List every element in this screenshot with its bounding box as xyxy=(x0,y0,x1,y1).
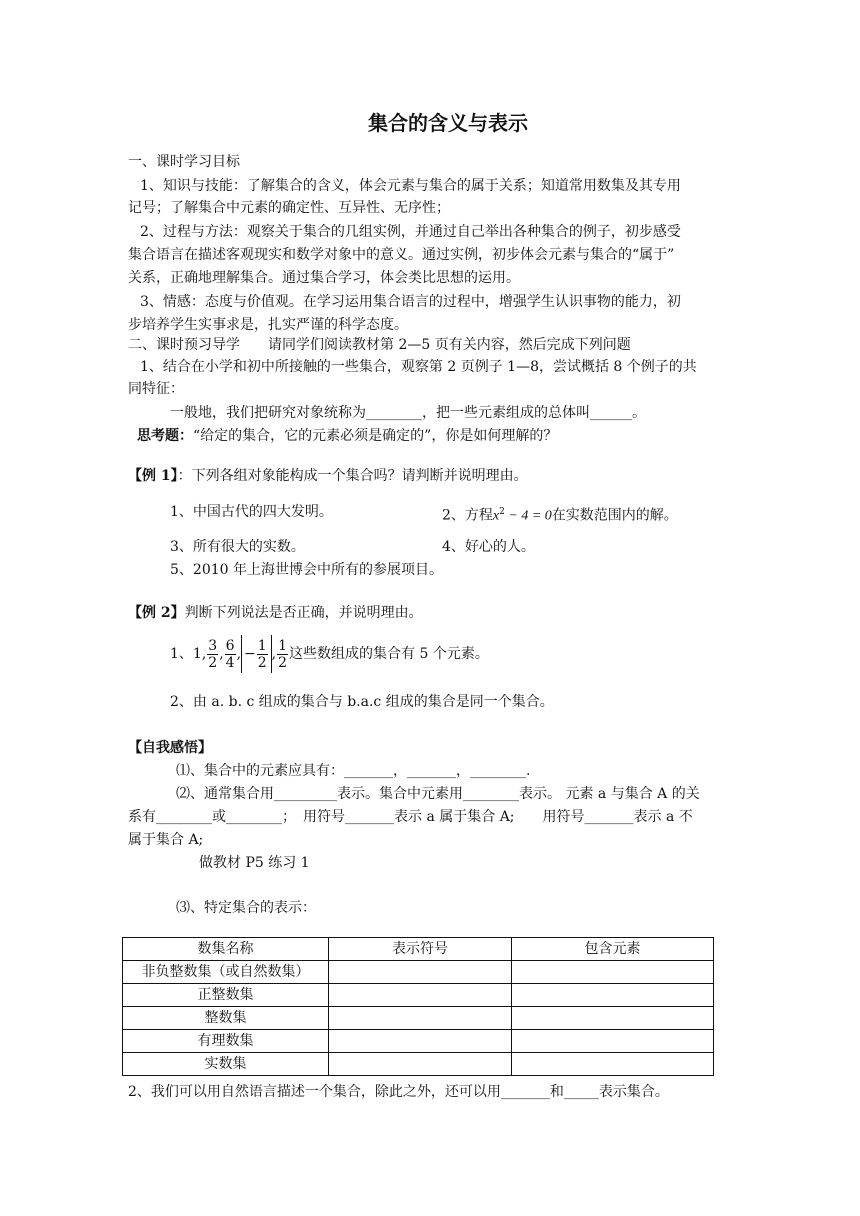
table-cell xyxy=(512,1007,714,1030)
table-row xyxy=(123,984,714,1007)
section-heading: 一、课时学习目标 xyxy=(128,154,240,170)
table-cell xyxy=(329,961,512,984)
table-header: 数集名称 xyxy=(123,938,329,961)
paragraph-line: 2、过程与方法：观察关于集合的几组实例，并通过自己举出各种集合的例子，初步感受 xyxy=(140,224,681,240)
table-cell xyxy=(512,1053,714,1076)
example1-item xyxy=(442,502,678,527)
self-point: ⑵、通常集合用_________表示。集合中元素用________表示。 元素 a 与集合 A 的关 xyxy=(176,786,700,802)
item-suffix: 这些数组成的集合有 5 个元素。 xyxy=(289,646,489,662)
fill-blank-line: 一般地，我们把研究对象统称为________，把一些元素组成的总体叫______。 xyxy=(170,405,646,421)
fraction: $\frac{1}{2}$ xyxy=(278,637,288,671)
example1-item2-prefix: 2、方程 xyxy=(442,507,493,524)
paragraph-line: 同特征： xyxy=(128,381,184,397)
table-row xyxy=(123,961,714,984)
item-prefix: 1、1, xyxy=(170,646,207,662)
table-cell: 实数集 xyxy=(123,1053,329,1076)
table-header-row xyxy=(123,938,714,961)
table-cell: 正整数集 xyxy=(123,984,329,1007)
table-header: 表示符号 xyxy=(329,938,512,961)
think-text: “给定的集合，它的元素必须是确定的”，你是如何理解的？ xyxy=(193,428,558,444)
example1-label: 【例 1】 xyxy=(128,468,178,484)
table-cell: 有理数集 xyxy=(123,1030,329,1053)
equation-variable: x xyxy=(492,508,500,524)
table-cell xyxy=(329,1030,512,1053)
example2-item2: 2、由 a. b. c 组成的集合与 b.a.c 组成的集合是同一个集合。 xyxy=(170,694,554,710)
example1-item: 5、2010 年上海世博会中所有的参展项目。 xyxy=(170,562,443,578)
equation-rest: − 4 = 0 xyxy=(504,508,552,524)
paragraph-line: 3、情感：态度与价值观。在学习运用集合语言的过程中，增强学生认识事物的能力，初 xyxy=(140,294,681,310)
example2-item1: 1、1, $\frac{3}{2}$ , $\frac{6}{4}$ , − $\frac{1}{2}$ , $\frac{1}{2}$ 这些数组成的集合有 5 个元素。 xyxy=(170,635,489,673)
page-title: 集合的含义与表示 xyxy=(368,111,528,135)
table-cell: 非负整数集（或自然数集） xyxy=(123,961,329,984)
equation-exponent: 2 xyxy=(499,507,505,517)
section-heading: 二、课时预习导学 请同学们阅读教材第 2—5 页有关内容，然后完成下列问题 xyxy=(128,337,631,353)
fraction: $\frac{3}{2}$ xyxy=(208,637,218,671)
example1-item: 3、所有很大的实数。 xyxy=(170,539,305,555)
table-cell: 整数集 xyxy=(123,1007,329,1030)
table-header: 包含元素 xyxy=(512,938,714,961)
example2-heading xyxy=(128,603,423,623)
self-point: ⑶、特定集合的表示： xyxy=(176,900,316,916)
table-row xyxy=(123,1030,714,1053)
example2-prompt: 判断下列说法是否正确，并说明理由。 xyxy=(184,605,423,621)
table-cell xyxy=(512,1030,714,1053)
paragraph-line: 记号；了解集合中元素的确定性、互异性、无序性； xyxy=(128,200,450,216)
example1-prompt: ：下列各组对象能构成一个集合吗？请判断并说明理由。 xyxy=(177,468,528,484)
self-point: ⑴、集合中的元素应具有：_______，_______，________. xyxy=(176,763,531,779)
think-label: 思考题： xyxy=(137,428,193,444)
paragraph-line: 1、知识与技能：了解集合的含义，体会元素与集合的属于关系；知道常用数集及其专用 xyxy=(140,178,681,194)
table-cell xyxy=(329,1007,512,1030)
self-heading: 【自我感悟】 xyxy=(128,740,212,756)
final-question: 2、我们可以用自然语言描述一个集合，除此之外，还可以用_______和_____表示集合。 xyxy=(128,1084,669,1100)
example2-label: 【例 2】 xyxy=(128,605,185,621)
paragraph-line: 集合语言在描述客观现实和数学对象中的意义。通过实例，初步体会元素与集合的“属于” xyxy=(128,247,675,263)
table-cell xyxy=(329,1053,512,1076)
self-point: 属于集合 A; xyxy=(128,832,204,848)
example1-item2-suffix: 在实数范围内的解。 xyxy=(551,507,678,524)
fraction: $\frac{6}{4}$ xyxy=(225,637,235,671)
think-question xyxy=(137,426,557,446)
paragraph-line: 1、结合在小学和初中所接触的一些集合，观察第 2 页例子 1—8，尝试概括 8 个例子的共 xyxy=(140,359,697,375)
table-cell xyxy=(512,984,714,1007)
number-sets-table xyxy=(122,937,714,1076)
table-cell xyxy=(512,961,714,984)
table-cell xyxy=(329,984,512,1007)
table-row xyxy=(123,1053,714,1076)
example1-heading xyxy=(128,466,528,486)
exercise-note: 做教材 P5 练习 1 xyxy=(199,855,310,871)
example1-item: 4、好心的人。 xyxy=(442,539,535,555)
absolute-value: − $\frac{1}{2}$ xyxy=(241,635,272,673)
table-row xyxy=(123,1007,714,1030)
example1-item: 1、中国古代的四大发明。 xyxy=(170,504,333,520)
paragraph-line: 步培养学生实事求是，扎实严谨的科学态度。 xyxy=(128,317,408,333)
paragraph-line: 关系，正确地理解集合。通过集合学习，体会类比思想的运用。 xyxy=(128,270,520,286)
self-point: 系有________或________； 用符号_______表示 a 属于集合 A; 用符号_______表示 a 不 xyxy=(128,809,693,825)
